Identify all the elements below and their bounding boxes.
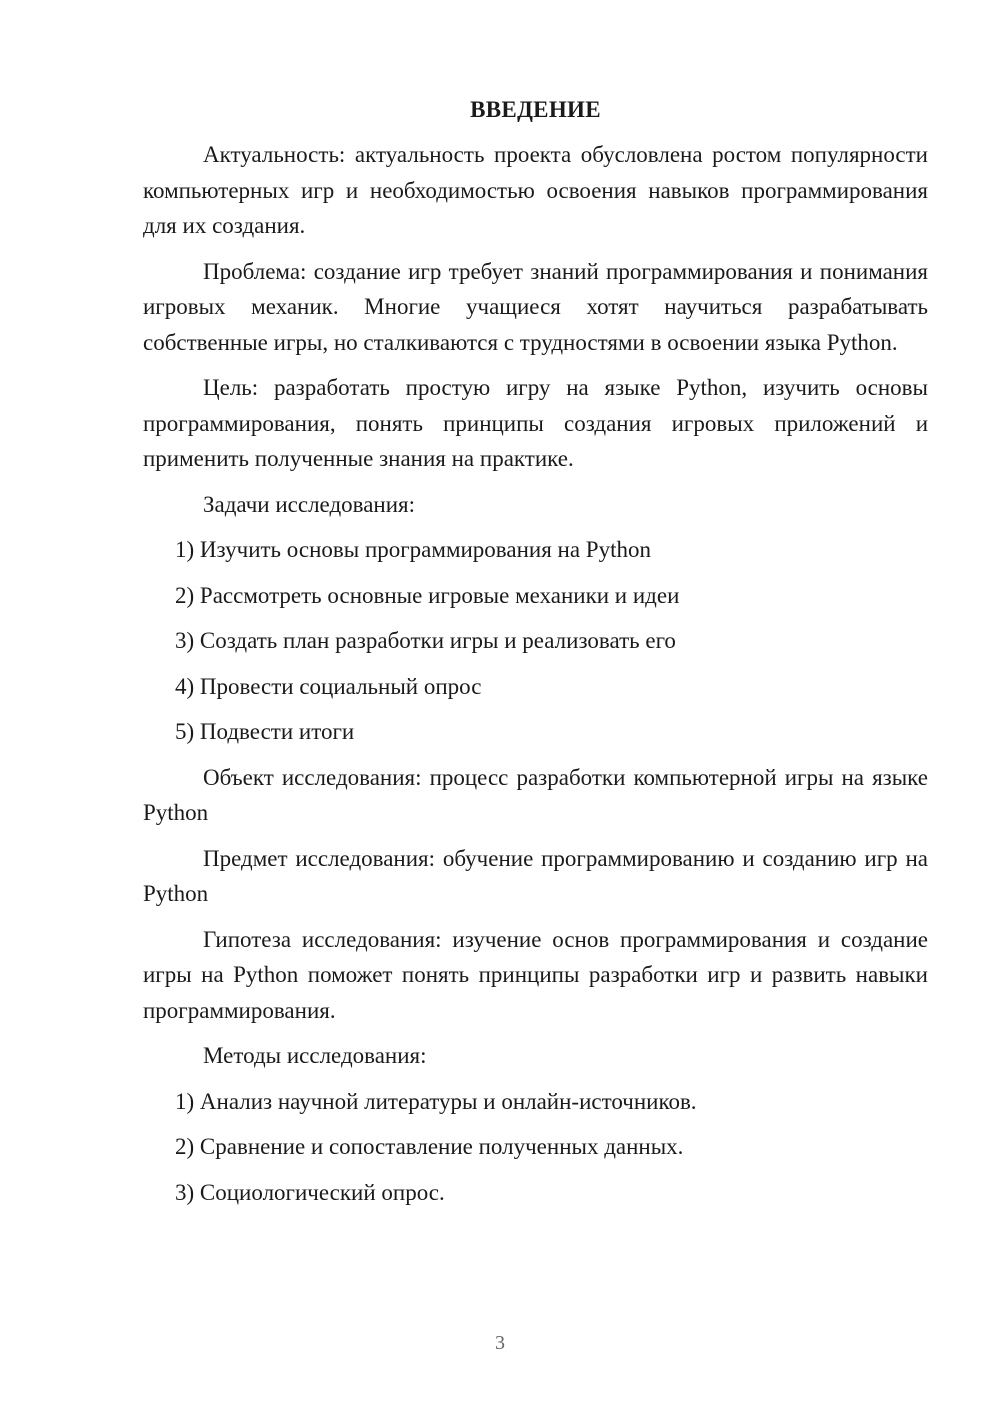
page-title: ВВЕДЕНИЕ: [470, 97, 601, 122]
list-item: 2) Сравнение и сопоставление полученных данных.: [175, 1134, 684, 1159]
tasks-label: Задачи исследования:: [203, 491, 416, 517]
page-number: 3: [495, 1332, 505, 1354]
methods-label: Методы исследования:: [203, 1043, 427, 1068]
paragraph-relevance: Актуальность: актуальность проекта обусловлена ростом популярности компьютерных игр и необходимостью освоения навыков программирования для их создания.: [143, 142, 928, 238]
list-item: 3) Создать план разработки игры и реализовать его: [175, 628, 676, 653]
document-page: [143, 92, 928, 1220]
paragraph-goal: Цель: разработать простую игру на языке Python, изучить основы программирования, понять принципы создания игровых приложений и применить полученные знания на практике.: [143, 375, 928, 471]
paragraph-problem: Проблема: создание игр требует знаний программирования и понимания игровых механик. Многие учащиеся хотят научиться разрабатывать собственные игры, но сталкиваются с трудностями в освоении языка Python.: [143, 258, 928, 355]
list-item: 1) Изучить основы программирования на Python: [175, 537, 651, 562]
methods-list: [143, 1084, 928, 1211]
paragraph-subject: Предмет исследования: обучение программированию и созданию игр на Python: [143, 845, 928, 906]
list-item: 4) Провести социальный опрос: [175, 673, 482, 699]
list-item: 1) Анализ научной литературы и онлайн-источников.: [175, 1088, 697, 1114]
list-item: 3) Социологический опрос.: [175, 1179, 445, 1205]
paragraph-hypothesis: Гипотеза исследования: изучение основ программирования и создание игры на Python поможет понять принципы разработки игр и развить навыки программирования.: [143, 926, 928, 1023]
tasks-list: [143, 532, 928, 750]
list-item: 5) Подвести итоги: [175, 719, 355, 744]
paragraph-object: Объект исследования: процесс разработки компьютерной игры на языке Python: [143, 764, 928, 825]
list-item: 2) Рассмотреть основные игровые механики и идеи: [175, 582, 680, 608]
